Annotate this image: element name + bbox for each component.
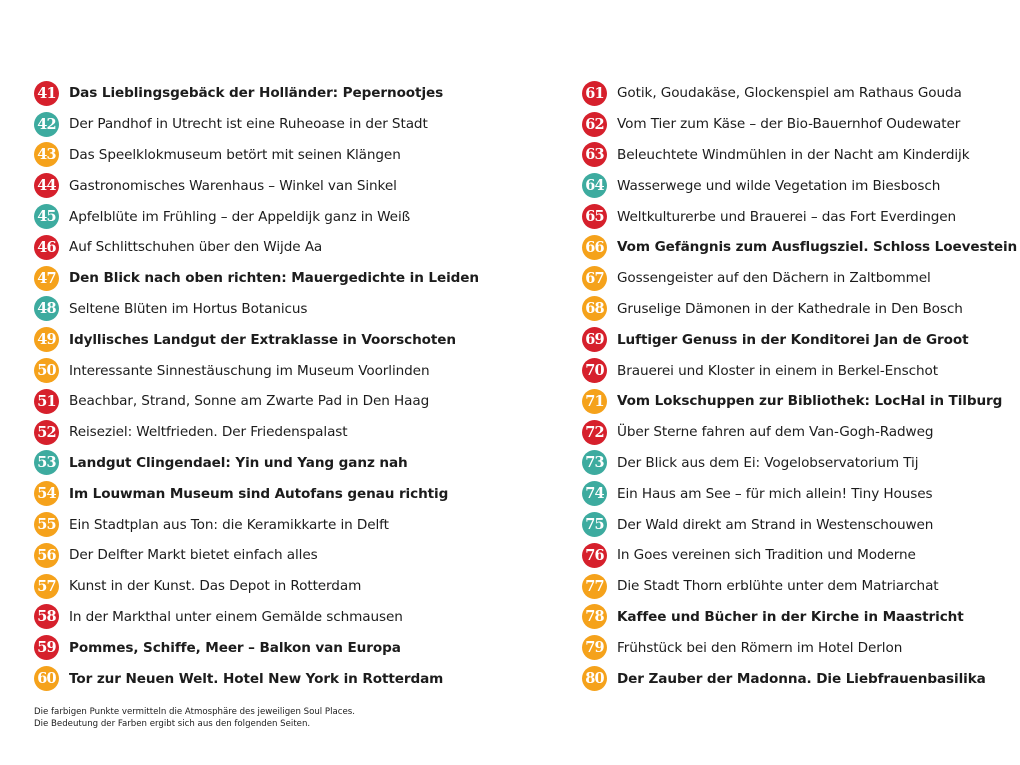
list-item [582,540,1002,571]
list-item-label: Weltkulturerbe und Brauerei – das Fort Everdingen [617,208,957,225]
list-item [34,417,454,448]
list-item [34,170,454,201]
list-item-label: Gotik, Goudakäse, Glockenspiel am Rathaus Gouda [617,85,962,102]
list-item-label: Gruselige Dämonen in der Kathedrale in Den Bosch [617,300,963,317]
list-item [582,602,1002,633]
list-item [34,324,454,355]
list-item-label: Vom Tier zum Käse – der Bio-Bauernhof Oudewater [617,116,961,133]
list-item-label: Pommes, Schiffe, Meer – Balkon van Europa [69,639,401,656]
list-item [34,386,454,417]
number-badge: 42 [34,112,59,137]
number-badge: 71 [582,389,607,414]
list-item-label: Die Stadt Thorn erblühte unter dem Matriarchat [617,578,939,595]
list-item [34,602,454,633]
number-badge: 44 [34,173,59,198]
list-item-label: Über Sterne fahren auf dem Van-Gogh-Radweg [617,424,934,441]
list-item-label: In der Markthal unter einem Gemälde schmausen [69,608,403,625]
number-badge: 79 [582,635,607,660]
list-item [34,663,454,694]
left-column [34,78,479,694]
number-badge: 51 [34,389,59,414]
list-item [582,78,1002,109]
number-badge: 63 [582,142,607,167]
list-item [582,448,1002,479]
list-item [34,509,454,540]
list-item-label: Der Zauber der Madonna. Die Liebfrauenbasilika [617,670,986,687]
list-item-label: Seltene Blüten im Hortus Botanicus [69,300,308,317]
list-item-label: Der Delfter Markt bietet einfach alles [69,547,318,564]
list-item-label: Der Blick aus dem Ei: Vogelobservatorium Tij [617,454,919,471]
list-item [582,232,1018,263]
list-item [582,632,1002,663]
list-item [34,355,454,386]
list-item [34,448,454,479]
number-badge: 43 [34,142,59,167]
number-badge: 69 [582,327,607,352]
list-item-label: Beleuchtete Windmühlen in der Nacht am Kinderdijk [617,146,970,163]
list-item-label: Das Lieblingsgebäck der Holländer: Pepernootjes [69,85,444,102]
number-badge: 78 [582,604,607,629]
number-badge: 62 [582,112,607,137]
list-item-label: Wasserwege und wilde Vegetation im Biesbosch [617,177,941,194]
number-badge: 52 [34,420,59,445]
list-item-label: Brauerei und Kloster in einem in Berkel-Enschot [617,362,938,379]
list-item [582,109,1002,140]
list-item [582,140,1002,171]
list-item [582,201,1002,232]
list-item [34,632,454,663]
list-item-label: Reiseziel: Weltfrieden. Der Friedenspalast [69,424,348,441]
number-badge: 73 [582,450,607,475]
number-badge: 59 [34,635,59,660]
list-item [34,140,454,171]
footnote-line-1: Die farbigen Punkte vermitteln die Atmosphäre des jeweiligen Soul Places. [34,707,355,717]
number-badge: 57 [34,574,59,599]
list-item-label: Idyllisches Landgut der Extraklasse in Voorschoten [69,331,456,348]
number-badge: 45 [34,204,59,229]
number-badge: 74 [582,481,607,506]
number-badge: 76 [582,543,607,568]
number-badge: 68 [582,296,607,321]
list-item [582,509,1002,540]
number-badge: 60 [34,666,59,691]
number-badge: 64 [582,173,607,198]
list-item [34,201,454,232]
number-badge: 49 [34,327,59,352]
list-item-label: Der Pandhof in Utrecht ist eine Ruheoase in der Stadt [69,116,428,133]
list-item-label: Vom Lokschuppen zur Bibliothek: LocHal in Tilburg [617,393,1003,410]
list-item-label: Apfelblüte im Frühling – der Appeldijk ganz in Weiß [69,208,411,225]
right-column [582,78,1018,694]
list-item-label: Landgut Clingendael: Yin und Yang ganz nah [69,454,408,471]
list-item [582,386,1002,417]
number-badge: 65 [582,204,607,229]
list-item-label: In Goes vereinen sich Tradition und Moderne [617,547,916,564]
list-item-label: Interessante Sinnestäuschung im Museum Voorlinden [69,362,430,379]
number-badge: 80 [582,666,607,691]
list-item [582,663,1002,694]
list-item-label: Gossengeister auf den Dächern in Zaltbommel [617,270,931,287]
list-item [582,571,1002,602]
footnote-line-2: Die Bedeutung der Farben ergibt sich aus den folgenden Seiten. [34,719,311,729]
list-item [582,324,1002,355]
list-item [34,78,454,109]
number-badge: 61 [582,81,607,106]
list-item-label: Ein Haus am See – für mich allein! Tiny Houses [617,485,933,502]
list-item [582,478,1002,509]
list-item-label: Der Wald direkt am Strand in Westenschouwen [617,516,934,533]
number-badge: 54 [34,481,59,506]
number-badge: 67 [582,266,607,291]
list-item-label: Luftiger Genuss in der Konditorei Jan de Groot [617,331,969,348]
number-badge: 75 [582,512,607,537]
number-badge: 70 [582,358,607,383]
list-item-label: Das Speelklokmuseum betört mit seinen Klängen [69,146,401,163]
list-item-label: Auf Schlittschuhen über den Wijde Aa [69,239,323,256]
list-item-label: Vom Gefängnis zum Ausflugsziel. Schloss Loevestein [617,239,1018,256]
list-item [34,571,454,602]
number-badge: 77 [582,574,607,599]
number-badge: 41 [34,81,59,106]
number-badge: 48 [34,296,59,321]
number-badge: 47 [34,266,59,291]
list-item [34,540,454,571]
list-item-label: Tor zur Neuen Welt. Hotel New York in Rotterdam [69,670,444,687]
list-item [34,263,479,294]
list-item [582,294,1002,325]
number-badge: 56 [34,543,59,568]
list-item [582,417,1002,448]
list-item-label: Frühstück bei den Römern im Hotel Derlon [617,639,903,656]
number-badge: 72 [582,420,607,445]
number-badge: 66 [582,235,607,260]
number-badge: 46 [34,235,59,260]
number-badge: 50 [34,358,59,383]
list-item [582,170,1002,201]
footnote [34,706,355,730]
number-badge: 58 [34,604,59,629]
list-item [582,355,1002,386]
list-item [34,109,454,140]
list-item-label: Kunst in der Kunst. Das Depot in Rotterdam [69,578,362,595]
list-item [34,232,454,263]
number-badge: 53 [34,450,59,475]
list-item-label: Ein Stadtplan aus Ton: die Keramikkarte in Delft [69,516,389,533]
list-item-label: Den Blick nach oben richten: Mauergedichte in Leiden [69,270,479,287]
list-item [34,478,454,509]
list-item [34,294,454,325]
list-item-label: Beachbar, Strand, Sonne am Zwarte Pad in Den Haag [69,393,430,410]
list-item-label: Kaffee und Bücher in der Kirche in Maastricht [617,608,964,625]
list-item-label: Gastronomisches Warenhaus – Winkel van Sinkel [69,177,397,194]
list-item [582,263,1002,294]
number-badge: 55 [34,512,59,537]
list-item-label: Im Louwman Museum sind Autofans genau richtig [69,485,449,502]
